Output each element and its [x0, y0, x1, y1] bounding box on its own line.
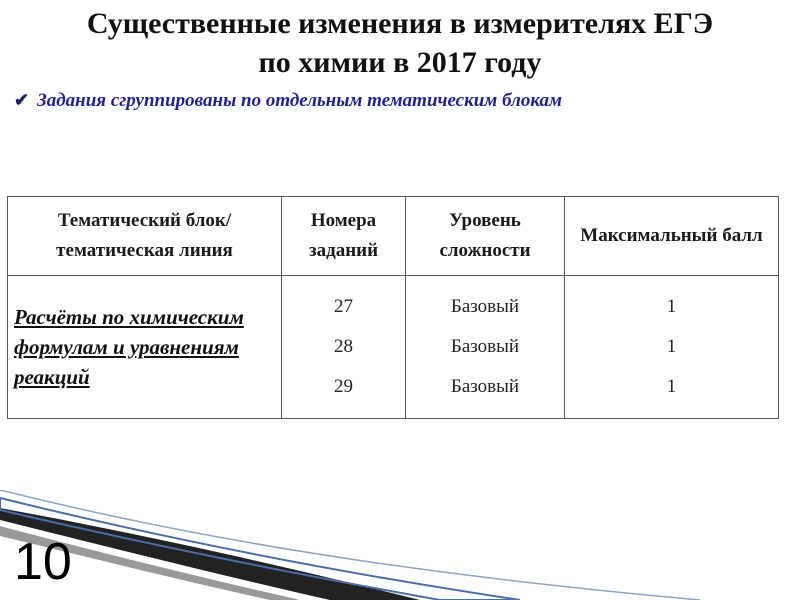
table-row	[8, 276, 779, 419]
slide-number: 10	[14, 533, 72, 591]
header-max-score: Максимальный балл	[565, 197, 779, 276]
max-score: 1	[666, 376, 677, 397]
task-numbers-cell	[282, 276, 406, 419]
table-header-row	[8, 197, 779, 276]
page-title	[0, 4, 800, 82]
difficulty-level: Базовый	[450, 336, 520, 357]
difficulty-level: Базовый	[450, 376, 520, 397]
max-score-cell	[565, 276, 779, 419]
bullet-point	[14, 90, 794, 112]
title-line-1: Существенные изменения в измерителях ЕГЭ	[86, 7, 714, 40]
max-score: 1	[666, 296, 677, 317]
max-score: 1	[666, 336, 677, 357]
topics-table	[7, 196, 779, 419]
header-task-numbers: Номера заданий	[282, 197, 406, 276]
decorative-waves	[0, 490, 800, 600]
difficulty-level: Базовый	[450, 296, 520, 317]
task-number: 27	[334, 296, 353, 317]
bullet-text: Задания сгруппированы по отдельным тематическим блокам	[37, 90, 563, 111]
title-line-2: по химии в 2017 году	[258, 46, 542, 79]
task-number: 28	[334, 336, 353, 357]
checkmark-icon: ✔	[14, 90, 30, 110]
task-number: 29	[334, 376, 353, 397]
header-difficulty: Уровень сложности	[406, 197, 565, 276]
topic-cell: Расчёты по химическим формулам и уравнениям реакций	[8, 276, 282, 419]
difficulty-cell	[406, 276, 565, 419]
header-topic: Тематический блок/ тематическая линия	[8, 197, 282, 276]
